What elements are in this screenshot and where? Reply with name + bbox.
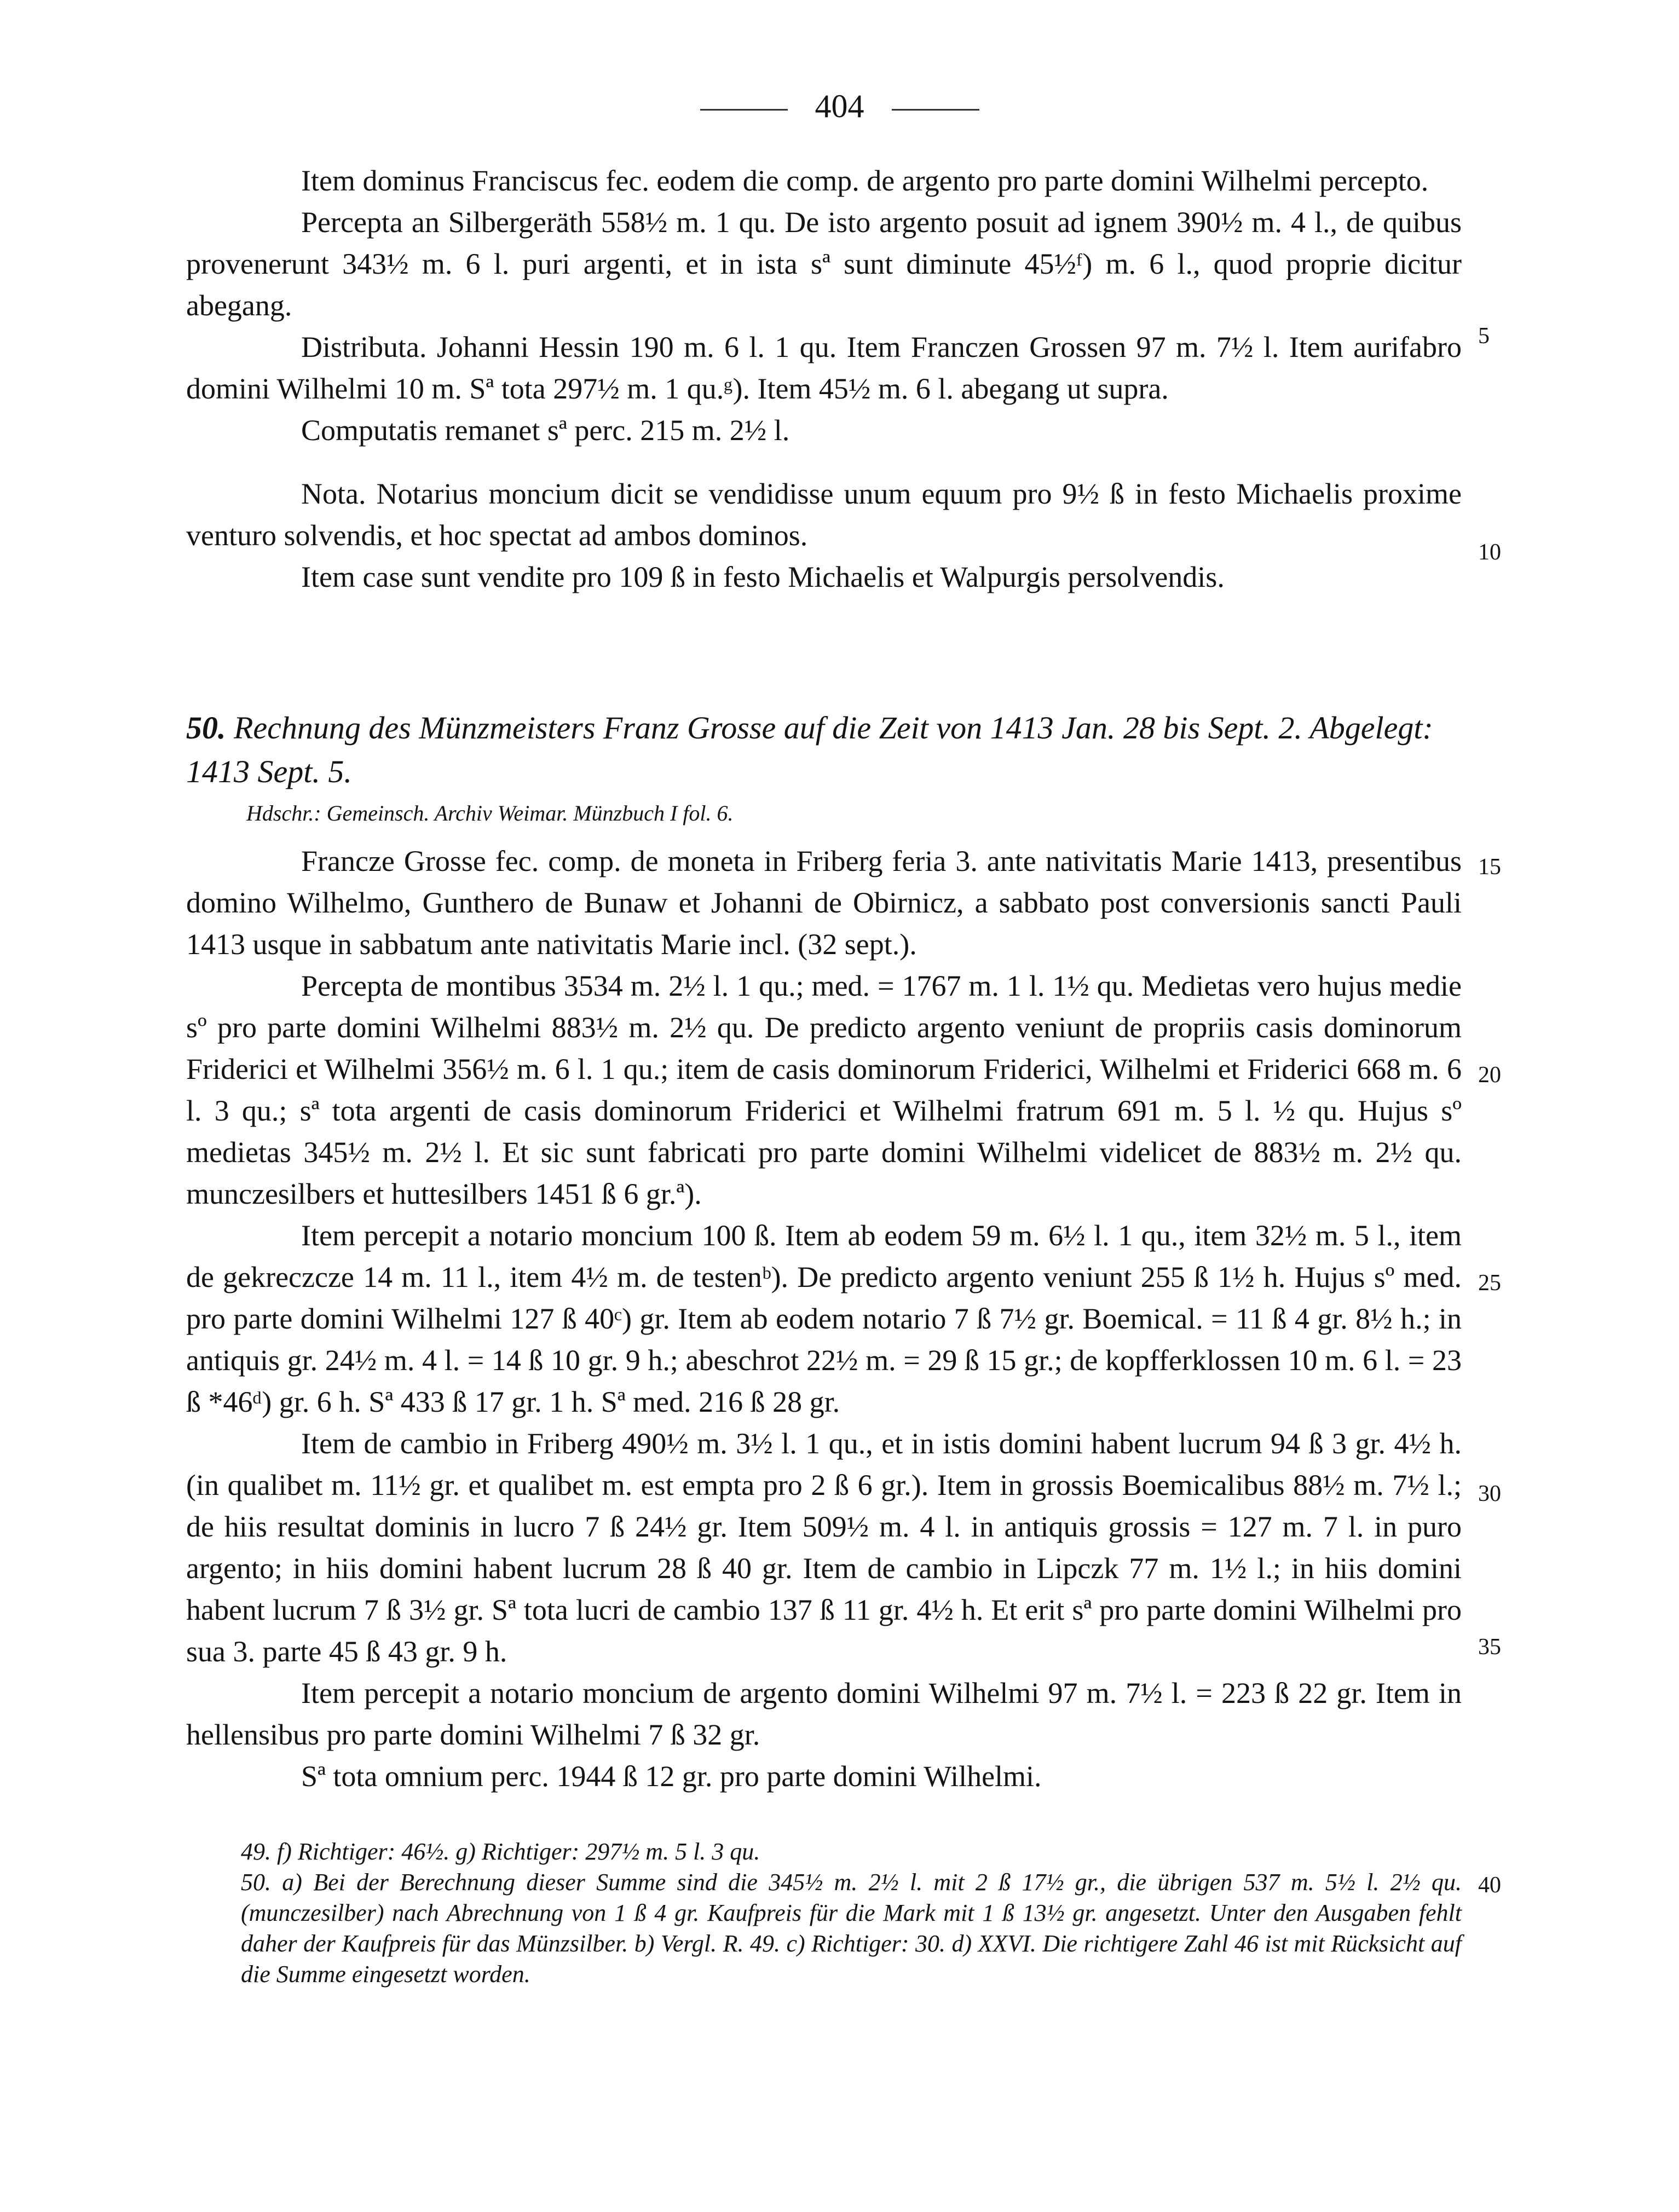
line-number: 40 bbox=[1478, 1873, 1501, 1898]
line-number: 25 bbox=[1478, 1270, 1501, 1296]
section-title: Rechnung des Münzmeisters Franz Grosse auf die Zeit von 1413 Jan. 28 bis Sept. 2. Abgelegt: 1413 Sept. 5. bbox=[186, 710, 1433, 789]
rule-left bbox=[700, 109, 788, 111]
section-number: 50. bbox=[186, 710, 226, 746]
page-number-text: 404 bbox=[815, 88, 864, 124]
paragraph: Percepta an Silbergeräth 558½ m. 1 qu. De isto argento posuit ad ignem 390½ m. 4 l., de quibus provenerunt 343½ m. 6 l. puri argenti, et in ista sª sunt diminute 45½ᶠ) m. 6 l., quod proprie dicitur abegang. bbox=[186, 206, 1462, 322]
footnote-49: 49. f) Richtiger: 46½. g) Richtiger: 297½ m. 5 l. 3 qu. bbox=[241, 1838, 760, 1865]
paragraph: Item case sunt vendite pro 109 ß in festo Michaelis et Walpurgis persolvendis. bbox=[301, 561, 1225, 593]
section-49-text bbox=[186, 160, 1462, 598]
paragraph: Item de cambio in Friberg 490½ m. 3½ l. 1 qu., et in istis domini habent lucrum 94 ß 3 gr. 4½ h. (in qualibet m. 11½ gr. et qualibet m. est empta pro 2 ß 6 gr.). Item in grossis Boemicalibus 88½ m. 7½ l.; de hiis resultat dominis in lucro 7 ß 24½ gr. Item 509½ m. 4 l. in antiquis grossis = 127 m. 7 l. in puro argento; in hiis domini habent lucrum 28 ß 40 gr. Item de cambio in Lipczk 77 m. 1½ l.; in hiis domini habent lucrum 7 ß 3½ gr. Sª tota lucri de cambio 137 ß 11 gr. 4½ h. Et erit sª pro parte domini Wilhelmi pro sua 3. parte 45 ß 43 gr. 9 h. bbox=[186, 1427, 1462, 1668]
paragraph: Francze Grosse fec. comp. de moneta in Friberg feria 3. ante nativitatis Marie 1413, presentibus domino Wilhelmo, Gunthero de Bunaw et Johanni de Obirnicz, a sabbato post conversionis sancti Pauli 1413 usque in sabbatum ante nativitatis Marie incl. (32 sept.). bbox=[186, 845, 1462, 961]
paragraph: Item dominus Franciscus fec. eodem die comp. de argento pro parte domini Wilhelmi percepto. bbox=[301, 164, 1429, 197]
footnote-50: 50. a) Bei der Berechnung dieser Summe sind die 345½ m. 2½ l. mit 2 ß 17½ gr., die übrigen 537 m. 5½ l. 2½ qu. (munczesilber) nach Abrechnung von 1 ß 4 gr. Kaufpreis für die Mark mit 1 ß 13½ gr. angesetzt. Unter den Ausgaben fehlt daher der Kaufpreis für das Münzsilber. b) Vergl. R. 49. c) Richtiger: 30. d) XXVI. Die richtigere Zahl 46 ist mit Rücksicht auf die Summe eingesetzt worden. bbox=[241, 1869, 1462, 1988]
section-50-heading bbox=[186, 706, 1462, 794]
line-number: 30 bbox=[1478, 1481, 1501, 1506]
footnotes bbox=[241, 1836, 1462, 1990]
paragraph: Nota. Notarius moncium dicit se vendidisse unum equum pro 9½ ß in festo Michaelis proxime venturo solvendis, et hoc spectat ad ambos dominos. bbox=[186, 477, 1462, 552]
paragraph: Percepta de montibus 3534 m. 2½ l. 1 qu.; med. = 1767 m. 1 l. 1½ qu. Medietas vero hujus medie sº pro parte domini Wilhelmi 883½ m. 2½ qu. De predicto argento veniunt de propriis casis dominorum Friderici et Wilhelmi 356½ m. 6 l. 1 qu.; item de casis dominorum Friderici, Wilhelmi et Friderici 668 m. 6 l. 3 qu.; sª tota argenti de casis dominorum Friderici et Wilhelmi fratrum 691 m. 5 l. ½ qu. Hujus sº medietas 345½ m. 2½ l. Et sic sunt fabricati pro parte domini Wilhelmi videlicet de 883½ m. 2½ qu. munczesilbers et huttesilbers 1451 ß 6 gr.ª). bbox=[186, 969, 1462, 1210]
paragraph: Item percepit a notario moncium de argento domini Wilhelmi 97 m. 7½ l. = 223 ß 22 gr. Item in hellensibus pro parte domini Wilhelmi 7 ß 32 gr. bbox=[186, 1677, 1462, 1751]
paragraph: Distributa. Johanni Hessin 190 m. 6 l. 1 qu. Item Franczen Grossen 97 m. 7½ l. Item aurifabro domini Wilhelmi 10 m. Sª tota 297½ m. 1 qu.ᵍ). Item 45½ m. 6 l. abegang ut supra. bbox=[186, 331, 1462, 405]
page-number bbox=[0, 88, 1679, 125]
paragraph: Sª tota omnium perc. 1944 ß 12 gr. pro parte domini Wilhelmi. bbox=[301, 1760, 1042, 1793]
rule-right bbox=[892, 109, 979, 111]
line-number: 35 bbox=[1478, 1635, 1501, 1660]
section-50-text bbox=[186, 840, 1462, 1797]
line-number: 10 bbox=[1478, 540, 1501, 565]
line-number: 5 bbox=[1478, 324, 1490, 349]
source-reference: Hdschr.: Gemeinsch. Archiv Weimar. Münzbuch I fol. 6. bbox=[246, 801, 734, 825]
line-number: 20 bbox=[1478, 1062, 1501, 1088]
paragraph: Item percepit a notario moncium 100 ß. Item ab eodem 59 m. 6½ l. 1 qu., item 32½ m. 5 l., item de gekreczcze 14 m. 11 l., item 4½ m. de testenᵇ). De predicto argento veniunt 255 ß 1½ h. Hujus sº med. pro parte domini Wilhelmi 127 ß 40ᶜ) gr. Item ab eodem notario 7 ß 7½ gr. Boemical. = 11 ß 4 gr. 8½ h.; in antiquis gr. 24½ m. 4 l. = 14 ß 10 gr. 9 h.; abeschrot 22½ m. = 29 ß 15 gr.; de kopfferklossen 10 m. 6 l. = 23 ß *46ᵈ) gr. 6 h. Sª 433 ß 17 gr. 1 h. Sª med. 216 ß 28 gr. bbox=[186, 1219, 1462, 1418]
paragraph: Computatis remanet sª perc. 215 m. 2½ l. bbox=[301, 414, 790, 447]
line-number: 15 bbox=[1478, 854, 1501, 880]
